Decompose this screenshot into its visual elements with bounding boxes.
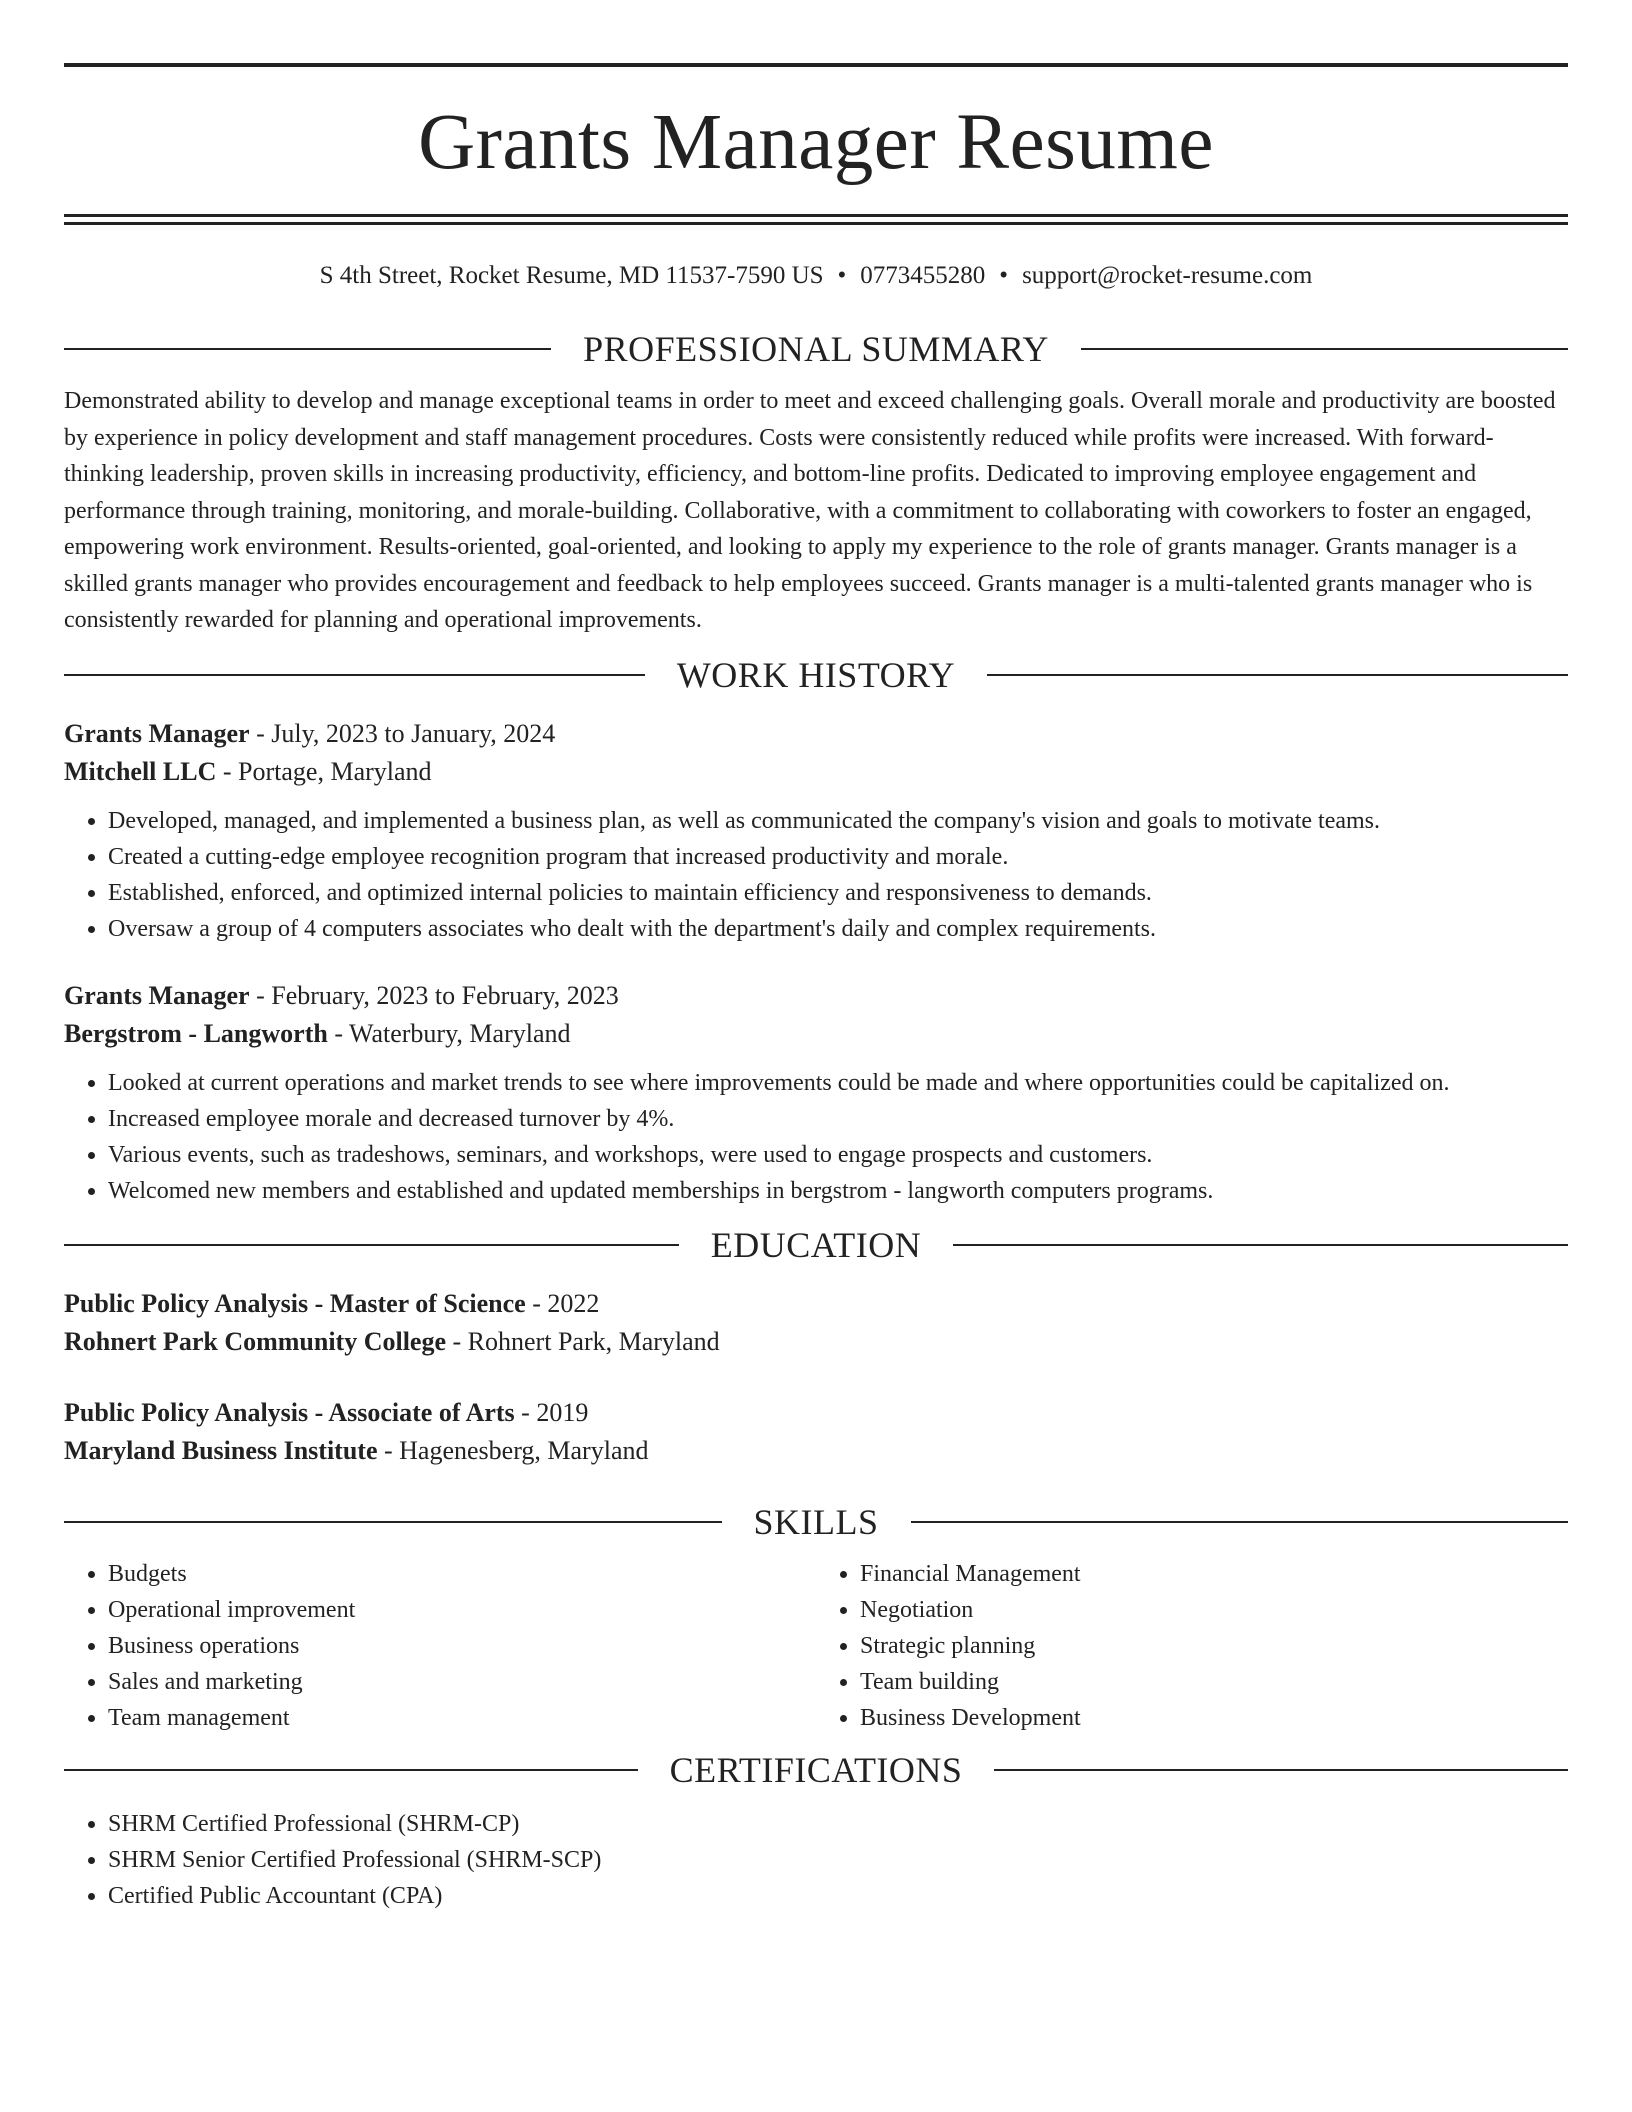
list-item: • Created a cutting-edge employee recognition program that increased productivity and morale. (108, 839, 1568, 875)
heading-rule (911, 1521, 1569, 1523)
skill-item: • Team management (108, 1700, 816, 1736)
heading-rule (64, 348, 551, 350)
contact-address: S 4th Street, Rocket Resume, MD 11537-7590 US (319, 262, 824, 289)
skill-item: • Sales and marketing (108, 1664, 816, 1700)
job-location: - Portage, Maryland (216, 756, 432, 786)
skill-item: • Team building (860, 1664, 1568, 1700)
section-heading-label: WORK HISTORY (676, 654, 956, 695)
job-entry (64, 977, 1568, 1209)
certification-item: • SHRM Certified Professional (SHRM-CP) (108, 1806, 1568, 1842)
job-title: Grants Manager (64, 718, 250, 748)
skill-item: • Financial Management (860, 1556, 1568, 1592)
heading-rule (953, 1244, 1568, 1246)
section-heading-label: CERTIFICATIONS (669, 1749, 963, 1790)
job-entry (64, 715, 1568, 947)
education-entry (64, 1285, 1568, 1361)
contact-line (64, 261, 1568, 291)
certification-item: • SHRM Senior Certified Professional (SHRM-SCP) (108, 1842, 1568, 1878)
education-school-line (64, 1432, 1568, 1470)
job-bullets (64, 803, 1568, 947)
certifications-list (64, 1806, 1568, 1914)
education-school: Maryland Business Institute (64, 1435, 378, 1465)
skill-item: • Business Development (860, 1700, 1568, 1736)
skills-grid (64, 1556, 1568, 1736)
contact-email: support@rocket-resume.com (1022, 262, 1313, 289)
skill-item: • Strategic planning (860, 1628, 1568, 1664)
education-location: - Rohnert Park, Maryland (446, 1326, 720, 1356)
section-heading-summary (64, 331, 1568, 367)
heading-rule (64, 674, 645, 676)
heading-rule (994, 1769, 1568, 1771)
skill-item: • Negotiation (860, 1592, 1568, 1628)
certification-item: • Certified Public Accountant (CPA) (108, 1878, 1568, 1914)
education-year: - 2019 (514, 1397, 589, 1427)
job-company-line (64, 753, 1568, 791)
list-item: • Welcomed new members and established and updated memberships in bergstrom - langworth computers programs. (108, 1173, 1568, 1209)
section-heading-work-history (64, 654, 1568, 695)
job-dates: - July, 2023 to January, 2024 (249, 718, 556, 748)
contact-phone: 0773455280 (860, 262, 986, 289)
list-item: • Oversaw a group of 4 computers associates who dealt with the department's daily and complex requirements. (108, 911, 1568, 947)
job-company-line (64, 1015, 1568, 1053)
title-double-rule (64, 214, 1568, 225)
list-item: • Increased employee morale and decreased turnover by 4%. (108, 1101, 1568, 1137)
education-location: - Hagenesberg, Maryland (377, 1435, 649, 1465)
job-title-line (64, 977, 1568, 1015)
section-heading-skills (64, 1501, 1568, 1542)
heading-rule (64, 1521, 722, 1523)
education-degree-line (64, 1285, 1568, 1323)
section-heading-label: SKILLS (753, 1501, 879, 1542)
page-title: Grants Manager Resume (418, 99, 1214, 186)
contact-separator: • (999, 262, 1009, 289)
job-company: Mitchell LLC (64, 756, 217, 786)
education-year: - 2022 (525, 1288, 600, 1318)
list-item: • Looked at current operations and market trends to see where improvements could be made and where opportunities could be capitalized on. (108, 1065, 1568, 1101)
skills-list-left (64, 1556, 816, 1736)
education-degree: Public Policy Analysis - Master of Science (64, 1288, 526, 1318)
education-degree: Public Policy Analysis - Associate of Arts (64, 1397, 515, 1427)
heading-rule (64, 1769, 638, 1771)
list-item: • Various events, such as tradeshows, seminars, and workshops, were used to engage prospects and customers. (108, 1137, 1568, 1173)
job-bullets (64, 1065, 1568, 1209)
contact-separator: • (837, 262, 847, 289)
job-title: Grants Manager (64, 980, 250, 1010)
education-degree-line (64, 1394, 1568, 1432)
section-heading-certifications (64, 1749, 1568, 1790)
heading-rule (64, 1244, 679, 1246)
heading-rule (987, 674, 1568, 676)
top-rule (64, 63, 1568, 67)
skills-list-right (816, 1556, 1568, 1736)
list-item: • Established, enforced, and optimized internal policies to maintain efficiency and responsiveness to demands. (108, 875, 1568, 911)
skill-item: • Budgets (108, 1556, 816, 1592)
summary-paragraph: Demonstrated ability to develop and manage exceptional teams in order to meet and exceed challenging goals. Overall morale and productivity are boosted by experience in policy development and staff management procedures. Costs were consistently reduced while profits were increased. With forward-thinking leadership, proven skills in increasing productivity, efficiency, and bottom-line profits. Dedicated to improving employee engagement and performance through training, monitoring, and morale-building. Collaborative, with a commitment to collaborating with coworkers to foster an engaged, empowering work environment. Results-oriented, goal-oriented, and looking to apply my experience to the role of grants manager. Grants manager is a skilled grants manager who provides encouragement and feedback to help employees succeed. Grants manager is a multi-talented grants manager who is consistently rewarded for planning and operational improvements. (64, 388, 1556, 633)
job-company: Bergstrom - Langworth (64, 1018, 328, 1048)
education-school-line (64, 1323, 1568, 1361)
section-heading-label: PROFESSIONAL SUMMARY (583, 329, 1049, 369)
job-location: - Waterbury, Maryland (327, 1018, 571, 1048)
section-heading-label: EDUCATION (710, 1224, 922, 1265)
skill-item: • Business operations (108, 1628, 816, 1664)
job-dates: - February, 2023 to February, 2023 (249, 980, 619, 1010)
skill-item: • Operational improvement (108, 1592, 816, 1628)
heading-rule (1081, 348, 1568, 350)
list-item: • Developed, managed, and implemented a business plan, as well as communicated the company's vision and goals to motivate teams. (108, 803, 1568, 839)
section-heading-education (64, 1224, 1568, 1265)
job-title-line (64, 715, 1568, 753)
education-entry (64, 1394, 1568, 1470)
education-school: Rohnert Park Community College (64, 1326, 447, 1356)
